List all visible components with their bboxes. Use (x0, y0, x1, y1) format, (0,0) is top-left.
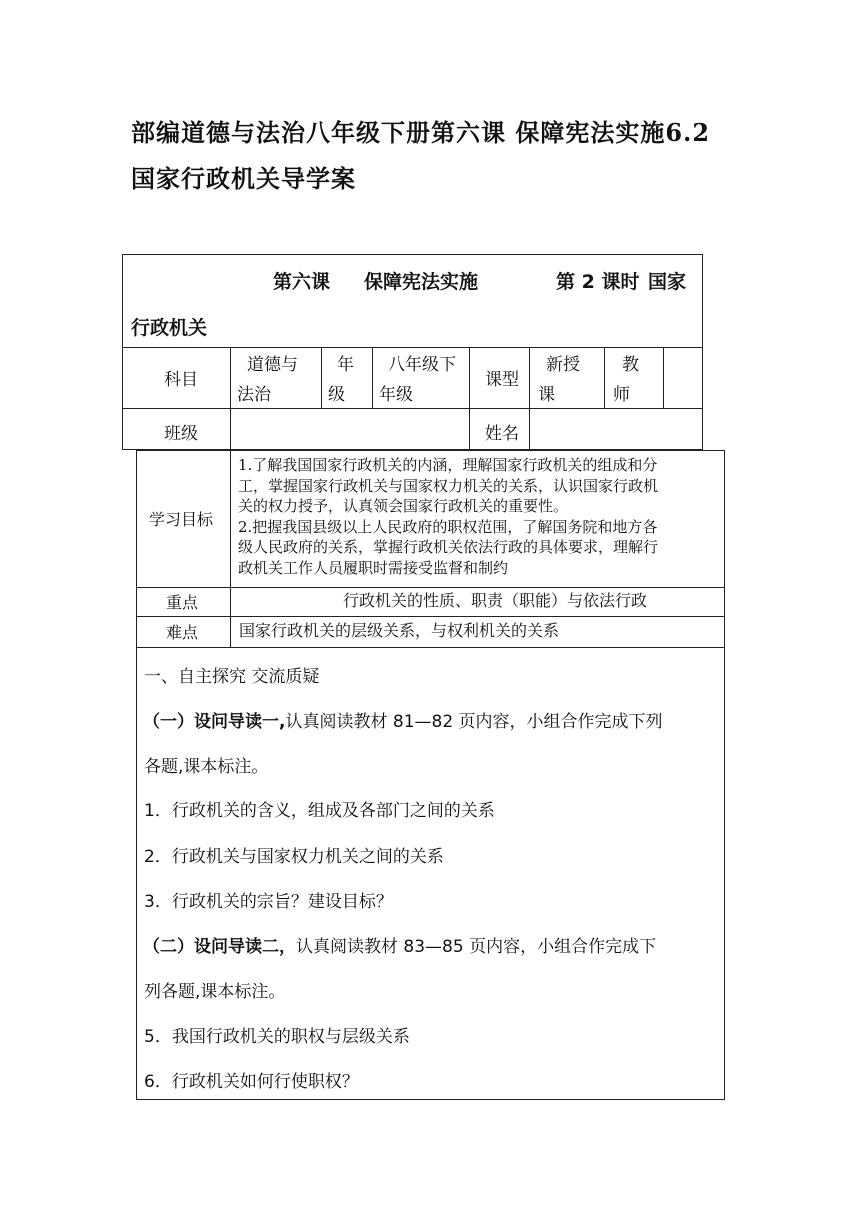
objectives-content-cell (230, 450, 725, 588)
key-point-value-cell (230, 587, 725, 617)
objective-line: 政机关工作人员履职时需接受监督和制约 (238, 558, 509, 577)
question-item: 1．行政机关的含义，组成及各部门之间的关系 (144, 801, 495, 821)
inquiry-content-cell (136, 647, 725, 1100)
subject-label: 科目 (164, 370, 198, 390)
subject-value-line2: 法治 (237, 385, 271, 405)
name-label: 姓名 (485, 424, 519, 444)
difficulty-value-cell (230, 616, 725, 648)
objective-line: 工，掌握国家行政机关与国家权力机关的关系，认识国家行政机 (238, 476, 659, 495)
class-value-cell[interactable] (230, 408, 470, 450)
objectives-label-cell (136, 450, 231, 588)
objective-line: 1.了解我国国家行政机关的内涵，理解国家行政机关的组成和分 (238, 456, 658, 474)
grade-value-line1: 八年级下 (388, 355, 456, 375)
type-label-cell (469, 347, 530, 409)
grade-label-line2: 级 (328, 385, 345, 405)
subject-label-cell (122, 347, 231, 409)
lesson-number: 第六课 (273, 271, 331, 293)
grade-label-line1: 年 (337, 355, 354, 375)
key-point-label: 重点 (166, 593, 199, 612)
part2-instruction: 认真阅读教材 83—85 页内容，小组合作完成下 (296, 937, 657, 957)
part2-instruction-cont: 列各题,课本标注。 (144, 982, 286, 1002)
type-label: 课型 (485, 370, 519, 390)
part1-instruction: 认真阅读教材 81—82 页内容，小组合作完成下列 (285, 712, 663, 732)
difficulty-label: 难点 (166, 623, 199, 642)
part1-intro (143, 707, 663, 732)
objective-line: 关的权力授予，认真领会国家行政机关的重要性。 (238, 497, 569, 515)
subject-value-cell (230, 347, 322, 409)
period-title-part2: 行政机关 (131, 317, 208, 339)
question-item: 3．行政机关的宗旨？建设目标？ (144, 892, 393, 912)
key-point-value: 行政机关的性质、职责（职能）与依法行政 (343, 591, 648, 610)
period-title-part1: 国家 (648, 271, 687, 293)
question-item: 6．行政机关如何行使职权？ (144, 1072, 359, 1092)
objectives-label: 学习目标 (149, 510, 214, 529)
teacher-label-line2: 师 (613, 385, 630, 405)
document-title: 部编道德与法治八年级下册第六课 保障宪法实施6.2国家行政机关导学案 (131, 118, 711, 193)
part2-heading: （二）设问导读二， (143, 937, 296, 957)
question-item: 2．行政机关与国家权力机关之间的关系 (144, 847, 444, 867)
lesson-header-cell (122, 254, 703, 348)
teacher-label-cell (604, 347, 664, 409)
grade-label-cell (321, 347, 373, 409)
part1-instruction-cont: 各题,课本标注。 (144, 757, 269, 777)
period-label: 第 2 课时 (556, 271, 640, 293)
objective-line: 2.把握我国县级以上人民政府的职权范围，了解国务院和地方各 (238, 517, 658, 536)
class-label-cell (122, 408, 231, 450)
subject-value-line1: 道德与 (247, 355, 298, 375)
part2-intro (143, 932, 656, 957)
difficulty-label-cell (136, 616, 231, 648)
part1-heading: （一）设问导读一, (143, 712, 286, 732)
grade-value-line2: 年级 (379, 385, 413, 405)
key-point-label-cell (136, 587, 231, 617)
class-label: 班级 (164, 424, 198, 444)
difficulty-value: 国家行政机关的层级关系，与权利机关的关系 (239, 621, 560, 640)
section-heading: 一、自主探究 交流质疑 (144, 667, 320, 687)
lesson-topic: 保障宪法实施 (364, 271, 479, 293)
grade-value-cell (372, 347, 470, 409)
type-value-cell (529, 347, 605, 409)
teacher-value-cell[interactable] (663, 347, 703, 409)
type-value-line1: 新授 (546, 355, 580, 375)
teacher-label-line1: 教 (622, 355, 639, 375)
name-label-cell (469, 408, 530, 450)
objective-line: 级人民政府的关系，掌握行政机关依法行政的具体要求，理解行 (238, 538, 659, 556)
name-value-cell[interactable] (529, 408, 703, 450)
type-value-line2: 课 (538, 385, 555, 405)
question-item: 5．我国行政机关的职权与层级关系 (144, 1027, 410, 1047)
